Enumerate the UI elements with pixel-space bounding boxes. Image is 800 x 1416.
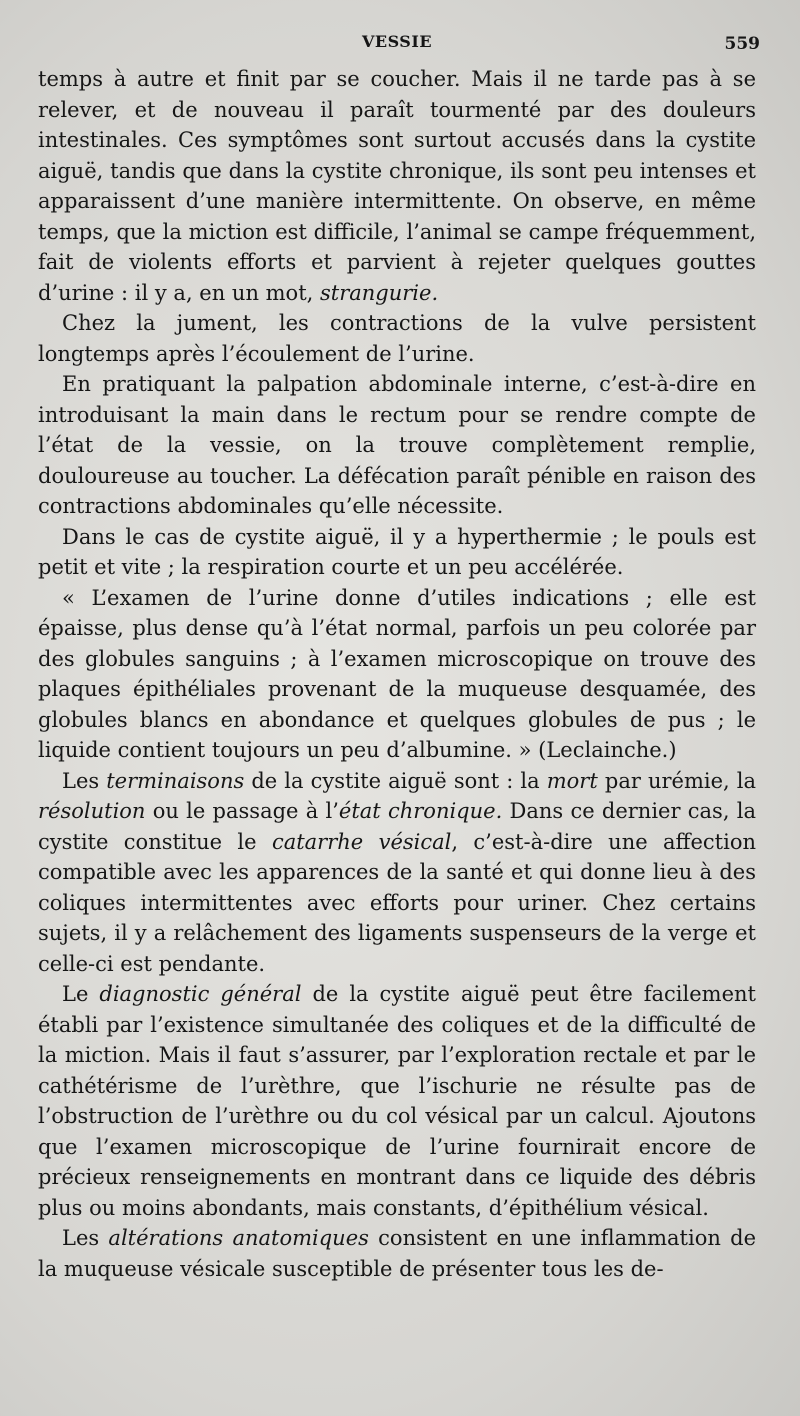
text-run: ou le passage à l’ (145, 799, 339, 823)
paragraph (38, 64, 756, 308)
page-number: 559 (724, 34, 760, 54)
text-run: Dans ce dernier cas, la cystite constitue le (38, 799, 757, 854)
text-run: « L’examen de l’urine donne d’utiles indications ; elle est épaisse, plus dense qu’à l’état normal, parfois un peu colorée par des globules sanguins ; à l’examen microscopique on trouve des plaques épithéliales provenant de la muqueuse desquamée, des globules blancs en abondance et quelques globules de pus ; le liquide contient toujours un peu d’albumine. » (Leclainche.) (38, 585, 756, 762)
text-run: de la cystite aiguë sont : la (244, 768, 547, 793)
paragraph (38, 583, 756, 766)
paragraph (38, 522, 756, 583)
text-run: de la cystite aiguë peut être facilement établi par l’existence simultanée des coliques et de la difficulté de la miction. Mais il faut s’assurer, par l’exploration rectale et par le cathétérisme de l’urèthre, que l’ischurie ne résulte pas de l’obstruction de l’urèthre ou du col vésical par un calcul. Ajoutons que l’examen microscopique de l’urine fournirait encore de précieux renseignements en montrant dans ce liquide des débris plus ou moins abondants, mais constants, d’épithélium vésical. (38, 982, 756, 1220)
paragraph (38, 1223, 756, 1284)
italic-term: altérations anatomiques (108, 1226, 369, 1250)
paragraph (38, 369, 756, 522)
running-head (38, 30, 760, 58)
text-run: En pratiquant la palpation abdominale interne, c’est-à-dire en introduisant la main dans le rectum pour se rendre compte de l’état de la vessie, on la trouve complètement remplie, douloureuse au toucher. La défécation paraît pénible en raison des contractions abdominales qu’elle nécessite. (38, 372, 756, 518)
text-run: consistent en une inflammation de la muqueuse vésicale susceptible de présenter tous les de- (38, 1226, 756, 1281)
paragraph (38, 979, 756, 1223)
text-run: Le (62, 982, 100, 1006)
italic-term: mort (546, 768, 598, 793)
text-run: , c’est-à-dire une affection compatible avec les apparences de la santé et qui donne lieu à des coliques intermittentes avec efforts pour uriner. Chez certains sujets, il y a relâchement des ligaments suspenseurs de la verge et celle-ci est pendante. (38, 829, 756, 976)
italic-term: terminaisons (106, 768, 245, 793)
paragraph (38, 766, 756, 980)
italic-term: résolution (38, 799, 146, 823)
text-run: Dans le cas de cystite aiguë, il y a hyperthermie ; le pouls est petit et vite ; la respiration courte et un peu accélérée. (38, 524, 756, 579)
text-run: Chez la jument, les contractions de la vulve persistent longtemps après l’écoulement de l’urine. (38, 311, 756, 366)
paragraph (38, 308, 756, 369)
text-run: temps à autre et finit par se coucher. Mais il ne tarde pas à se relever, et de nouveau il paraît tourmenté par des douleurs intestinales. Ces symptômes sont surtout accusés dans la cystite aiguë, tandis que dans la cystite chronique, ils sont peu intenses et apparaissent d’une manière intermittente. On observe, en même temps, que la miction est difficile, l’animal se campe fréquemment, fait de violents efforts et parvient à rejeter quelques gouttes d’urine : il y a, en un mot, (38, 67, 756, 305)
text-run: par urémie, la (597, 768, 756, 793)
italic-term: catarrhe vésical (271, 829, 452, 854)
running-title: VESSIE (361, 32, 433, 51)
italic-term: strangurie. (320, 280, 439, 305)
italic-term: diagnostic général (99, 982, 302, 1006)
body-text (38, 64, 756, 1284)
italic-term: état chronique. (338, 799, 503, 823)
text-run: Les (62, 1226, 109, 1250)
text-run: Les (62, 768, 107, 793)
